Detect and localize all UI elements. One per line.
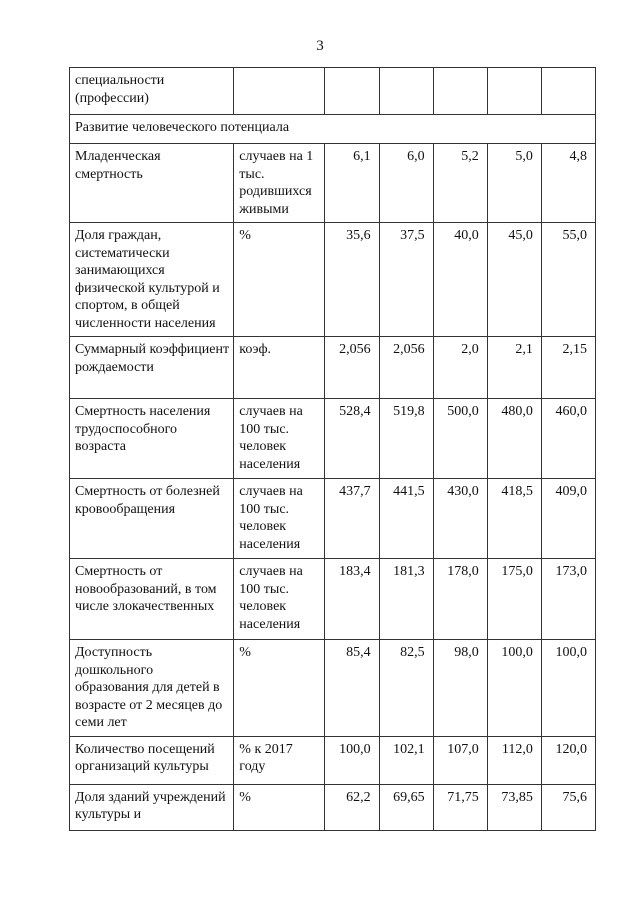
value-cell: 37,5	[379, 223, 433, 337]
table-row	[70, 736, 596, 784]
value-cell: 409,0	[541, 479, 595, 559]
indicator-name: Доля граждан, систематически занимающихся физической культурой и спортом, в общей численности населения	[70, 223, 234, 337]
value-cell: 102,1	[379, 736, 433, 784]
value-cell: 98,0	[433, 640, 487, 737]
value-cell: 6,1	[325, 144, 379, 223]
unit-cell: %	[234, 640, 325, 737]
indicator-name: Суммарный коэффициент рождаемости	[70, 337, 234, 399]
value-cell: 173,0	[541, 559, 595, 640]
indicator-name: специальности (профессии)	[70, 68, 234, 115]
value-cell: 69,65	[379, 784, 433, 830]
value-cell	[487, 68, 541, 115]
value-cell: 175,0	[487, 559, 541, 640]
indicator-name: Доступность дошкольного образования для детей в возрасте от 2 месяцев до семи лет	[70, 640, 234, 737]
value-cell: 4,8	[541, 144, 595, 223]
value-cell: 2,15	[541, 337, 595, 399]
indicator-name: Смертность от болезней кровообращения	[70, 479, 234, 559]
table-row	[70, 144, 596, 223]
indicator-name: Смертность населения трудоспособного возраста	[70, 399, 234, 479]
value-cell: 45,0	[487, 223, 541, 337]
unit-cell: случаев на 100 тыс. человек населения	[234, 559, 325, 640]
indicator-name: Младенческая смертность	[70, 144, 234, 223]
value-cell: 5,0	[487, 144, 541, 223]
value-cell: 75,6	[541, 784, 595, 830]
value-cell: 437,7	[325, 479, 379, 559]
unit-cell: % к 2017 году	[234, 736, 325, 784]
value-cell: 40,0	[433, 223, 487, 337]
value-cell: 519,8	[379, 399, 433, 479]
value-cell: 430,0	[433, 479, 487, 559]
value-cell: 62,2	[325, 784, 379, 830]
unit-cell: %	[234, 784, 325, 830]
value-cell: 2,0	[433, 337, 487, 399]
table-row-continuation	[70, 68, 596, 115]
value-cell: 100,0	[487, 640, 541, 737]
unit-cell: случаев на 100 тыс. человек населения	[234, 399, 325, 479]
value-cell: 73,85	[487, 784, 541, 830]
table-row	[70, 559, 596, 640]
table-row	[70, 640, 596, 737]
table-row	[70, 399, 596, 479]
value-cell: 85,4	[325, 640, 379, 737]
value-cell: 120,0	[541, 736, 595, 784]
table-row	[70, 784, 596, 830]
table-row	[70, 479, 596, 559]
table-row	[70, 223, 596, 337]
value-cell: 178,0	[433, 559, 487, 640]
indicators-table	[69, 67, 596, 831]
value-cell: 107,0	[433, 736, 487, 784]
value-cell: 35,6	[325, 223, 379, 337]
value-cell: 460,0	[541, 399, 595, 479]
section-header-row	[70, 115, 596, 144]
value-cell: 5,2	[433, 144, 487, 223]
value-cell	[541, 68, 595, 115]
value-cell: 82,5	[379, 640, 433, 737]
indicator-name: Доля зданий учреждений культуры и	[70, 784, 234, 830]
value-cell: 183,4	[325, 559, 379, 640]
unit-cell: случаев на 100 тыс. человек населения	[234, 479, 325, 559]
indicator-name: Количество посещений организаций культуры	[70, 736, 234, 784]
value-cell: 2,1	[487, 337, 541, 399]
unit-cell	[234, 68, 325, 115]
value-cell: 71,75	[433, 784, 487, 830]
unit-cell: коэф.	[234, 337, 325, 399]
unit-cell: случаев на 1 тыс. родившихся живыми	[234, 144, 325, 223]
value-cell: 480,0	[487, 399, 541, 479]
value-cell: 500,0	[433, 399, 487, 479]
section-header: Развитие человеческого потенциала	[70, 115, 596, 144]
value-cell: 100,0	[541, 640, 595, 737]
value-cell	[325, 68, 379, 115]
value-cell: 2,056	[325, 337, 379, 399]
indicator-name: Смертность от новообразований, в том числе злокачественных	[70, 559, 234, 640]
value-cell: 181,3	[379, 559, 433, 640]
value-cell: 441,5	[379, 479, 433, 559]
value-cell: 528,4	[325, 399, 379, 479]
value-cell: 100,0	[325, 736, 379, 784]
value-cell: 418,5	[487, 479, 541, 559]
page-number: 3	[316, 38, 324, 54]
value-cell: 112,0	[487, 736, 541, 784]
value-cell: 55,0	[541, 223, 595, 337]
value-cell	[433, 68, 487, 115]
unit-cell: %	[234, 223, 325, 337]
table-row	[70, 337, 596, 399]
value-cell	[379, 68, 433, 115]
value-cell: 2,056	[379, 337, 433, 399]
value-cell: 6,0	[379, 144, 433, 223]
